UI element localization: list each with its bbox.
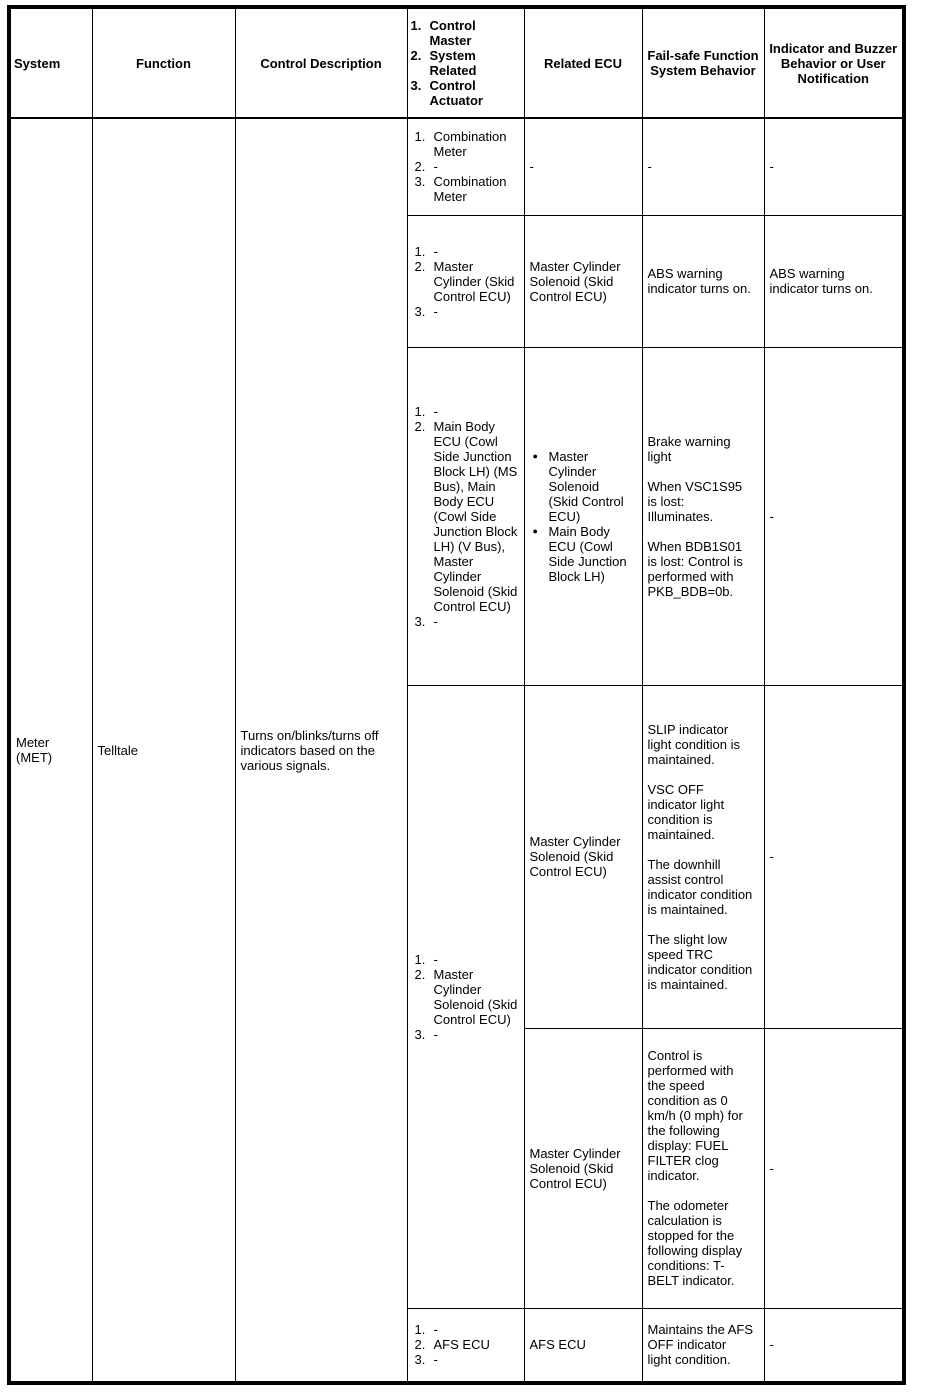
- paragraph: Brake warning light: [647, 433, 731, 464]
- list-text: Master Cylinder Solenoid (Skid Control ECU): [548, 448, 624, 524]
- row-combination-meter: [9, 118, 904, 215]
- control-numbered-list: [415, 1322, 521, 1367]
- list-marker: 2.: [414, 418, 426, 434]
- list-item: [415, 614, 521, 629]
- control-cell: [407, 118, 524, 215]
- paragraph: Control is performed with the speed condition as 0 km/h (0 mph) for the following display: FUEL FILTER clog indicator.: [647, 1048, 743, 1183]
- list-item: [415, 967, 521, 1027]
- list-item: [415, 1337, 521, 1352]
- related-ecu-cell: Master Cylinder Solenoid (Skid Control ECU): [524, 215, 642, 347]
- list-marker: 3.: [410, 78, 422, 93]
- list-text: -: [433, 1026, 438, 1042]
- list-text: -: [433, 1322, 438, 1338]
- paragraph: VSC OFF indicator light condition is maintained.: [647, 781, 725, 842]
- header-control-description: Control Description: [235, 7, 407, 118]
- list-item: [415, 1352, 521, 1367]
- fail-safe-cell: Maintains the AFS OFF indicator light condition.: [642, 1308, 764, 1383]
- list-text: Master Cylinder (Skid Control ECU): [433, 258, 515, 304]
- list-marker: 1.: [414, 1322, 426, 1338]
- control-description-cell: Turns on/blinks/turns off indicators based on the various signals.: [235, 118, 407, 1383]
- list-text: -: [433, 159, 438, 175]
- list-marker: 1.: [414, 243, 426, 259]
- indicator-cell: -: [764, 1028, 904, 1308]
- list-text: Combination Meter: [433, 129, 507, 160]
- control-numbered-list: [415, 952, 521, 1042]
- list-text: Main Body ECU (Cowl Side Junction Block LH): [548, 523, 627, 584]
- list-marker: 2.: [414, 159, 426, 175]
- paragraph: The slight low speed TRC indicator condition is maintained.: [647, 931, 753, 992]
- related-ecu-cell: Master Cylinder Solenoid (Skid Control ECU): [524, 685, 642, 1028]
- list-marker: 1.: [414, 403, 426, 419]
- list-text: AFS ECU: [433, 1337, 490, 1353]
- list-item: [415, 244, 521, 259]
- list-marker: 2.: [410, 48, 422, 63]
- list-text: -: [433, 613, 438, 629]
- list-text: -: [433, 403, 438, 419]
- list-marker: 2.: [414, 966, 426, 982]
- list-text: Master Cylinder Solenoid (Skid Control ECU): [433, 966, 518, 1027]
- list-marker: 2.: [414, 1337, 426, 1353]
- paragraph: When BDB1S01 is lost: Control is performed with PKB_BDB=0b.: [647, 538, 743, 599]
- list-item: [415, 259, 521, 304]
- indicator-cell: -: [764, 347, 904, 685]
- indicator-cell: ABS warning indicator turns on.: [764, 215, 904, 347]
- list-marker: 3.: [414, 1026, 426, 1042]
- related-ecu-cell: [524, 347, 642, 685]
- list-marker: 3.: [414, 174, 426, 190]
- list-text: -: [433, 1352, 438, 1368]
- fail-safe-paragraphs: [648, 722, 754, 992]
- function-cell: Telltale: [92, 118, 235, 1383]
- list-item: [533, 449, 637, 524]
- list-item: [411, 18, 521, 48]
- list-item: [411, 48, 521, 78]
- related-ecu-cell: -: [524, 118, 642, 215]
- list-text: System Related: [429, 48, 477, 78]
- header-related-ecu: Related ECU: [524, 7, 642, 118]
- list-marker: 1.: [410, 18, 422, 33]
- header-fail-safe: Fail-safe Function System Behavior: [642, 7, 764, 118]
- control-numbered-list: [415, 244, 521, 319]
- list-text: Combination Meter: [433, 174, 507, 205]
- list-text: -: [433, 303, 438, 319]
- fail-safe-cell: -: [642, 118, 764, 215]
- paragraph: The odometer calculation is stopped for the following display conditions: T-BELT indicator.: [647, 1198, 743, 1288]
- list-item: [415, 404, 521, 419]
- related-ecu-cell: Master Cylinder Solenoid (Skid Control ECU): [524, 1028, 642, 1308]
- list-text: Control Master: [429, 18, 476, 48]
- fail-safe-table: [7, 5, 906, 1385]
- paragraph: SLIP indicator light condition is maintained.: [647, 721, 740, 767]
- related-ecu-cell: AFS ECU: [524, 1308, 642, 1383]
- related-ecu-bullet-list: [530, 449, 637, 584]
- control-cell: [407, 215, 524, 347]
- list-item: [415, 952, 521, 967]
- control-cell: [407, 347, 524, 685]
- list-marker: 2.: [414, 258, 426, 274]
- list-text: -: [433, 243, 438, 259]
- fail-safe-paragraphs: [648, 1048, 754, 1288]
- paragraph: The downhill assist control indicator condition is maintained.: [647, 856, 753, 917]
- control-numbered-list: [415, 404, 521, 629]
- control-cell: [407, 1308, 524, 1383]
- list-item: [415, 129, 521, 159]
- list-item: [411, 78, 521, 108]
- list-item: [533, 524, 637, 584]
- list-marker: 3.: [414, 613, 426, 629]
- fail-safe-cell: [642, 347, 764, 685]
- fail-safe-cell: [642, 1028, 764, 1308]
- header-indicator: Indicator and Buzzer Behavior or User Notification: [764, 7, 904, 118]
- control-cell: [407, 685, 524, 1308]
- header-row: [9, 7, 904, 118]
- header-system: System: [9, 7, 92, 118]
- header-control-numbered-list: [411, 18, 521, 108]
- bullet-icon: ●: [532, 525, 538, 536]
- fail-safe-paragraphs: [648, 434, 754, 599]
- header-function: Function: [92, 7, 235, 118]
- bullet-icon: ●: [532, 450, 538, 461]
- indicator-cell: -: [764, 685, 904, 1028]
- system-cell: Meter (MET): [9, 118, 92, 1383]
- list-marker: 3.: [414, 1352, 426, 1368]
- list-marker: 3.: [414, 303, 426, 319]
- fail-safe-cell: [642, 685, 764, 1028]
- control-numbered-list: [415, 129, 521, 204]
- list-item: [415, 1027, 521, 1042]
- header-control-list: [407, 7, 524, 118]
- list-marker: 1.: [414, 951, 426, 967]
- indicator-cell: -: [764, 1308, 904, 1383]
- list-item: [415, 174, 521, 204]
- list-item: [415, 159, 521, 174]
- list-item: [415, 1322, 521, 1337]
- indicator-cell: -: [764, 118, 904, 215]
- list-text: -: [433, 951, 438, 967]
- list-item: [415, 304, 521, 319]
- list-text: Control Actuator: [429, 78, 483, 108]
- fail-safe-cell: ABS warning indicator turns on.: [642, 215, 764, 347]
- list-text: Main Body ECU (Cowl Side Junction Block LH) (MS Bus), Main Body ECU (Cowl Side Junction Block LH) (V Bus), Master Cylinder Solenoid (Skid Control ECU): [433, 418, 518, 614]
- list-marker: 1.: [414, 129, 426, 145]
- list-item: [415, 419, 521, 614]
- paragraph: When VSC1S95 is lost: Illuminates.: [647, 478, 743, 524]
